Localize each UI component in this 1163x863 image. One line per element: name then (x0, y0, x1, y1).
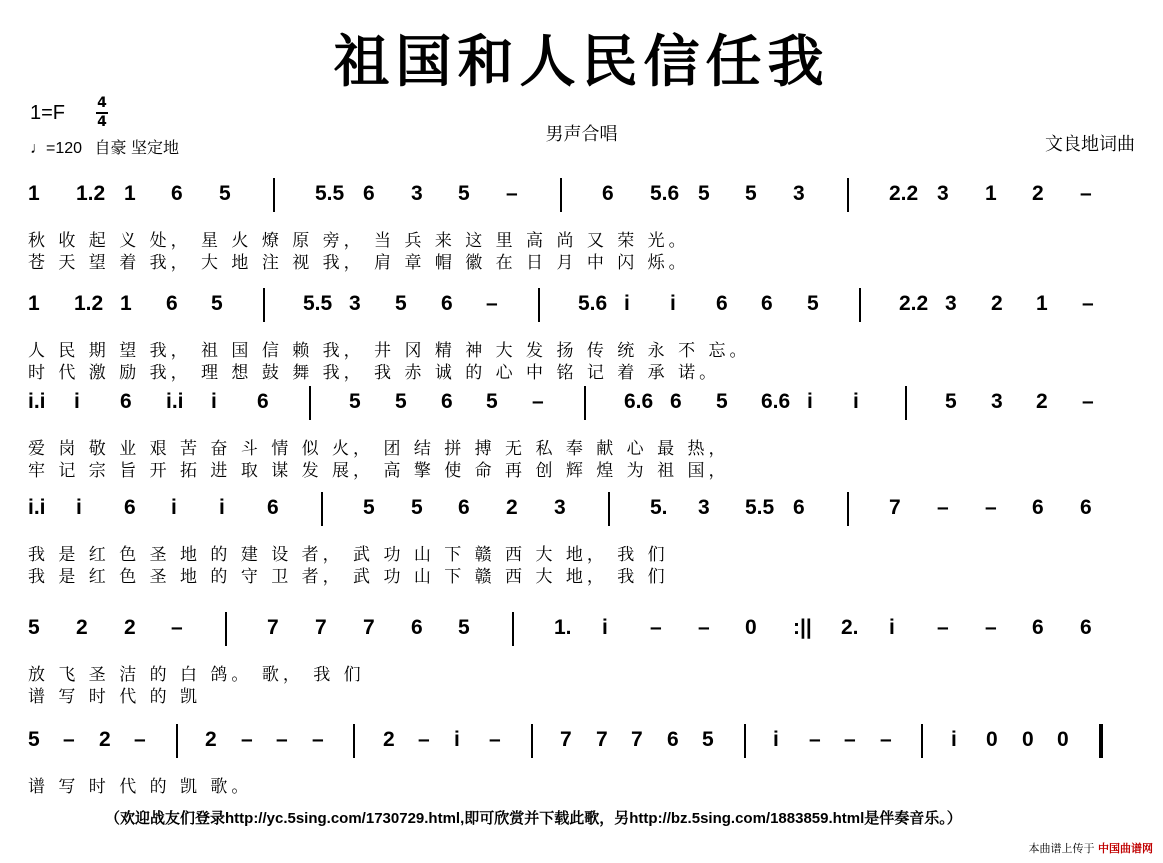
note: 6 (1080, 496, 1092, 519)
note: – (486, 292, 498, 315)
note: – (844, 728, 856, 751)
note: – (937, 616, 949, 639)
barline (176, 724, 178, 758)
notes-row (28, 384, 1138, 424)
note: – (489, 728, 501, 751)
download-notice: （欢迎战友们登录http://yc.5sing.com/1730729.html,即可欣赏并下载此歌，另http://bz.5sing.com/1883859.html是伴奏音乐。） (105, 810, 962, 827)
note: 1 (28, 182, 40, 205)
note: i.i (166, 390, 184, 413)
note: 7 (560, 728, 572, 751)
barline (905, 386, 907, 420)
time-bottom: 4 (97, 114, 107, 130)
barline (353, 724, 355, 758)
note: – (506, 182, 518, 205)
upload-credit (1029, 840, 1154, 856)
note: 5.6 (578, 292, 608, 315)
note: 7 (889, 496, 901, 519)
note: 5 (395, 390, 407, 413)
notes-row (28, 176, 1138, 216)
note: 6 (670, 390, 682, 413)
note: 6 (267, 496, 279, 519)
note: – (698, 616, 710, 639)
notes-row (28, 490, 1138, 530)
note: 1 (985, 182, 997, 205)
note: :|| (793, 616, 812, 639)
composer-credit: 文良地词曲 (1045, 134, 1135, 155)
note: 5 (458, 616, 470, 639)
barline (560, 178, 562, 212)
note: i (219, 496, 225, 519)
barline (1099, 724, 1103, 758)
note: 5 (698, 182, 710, 205)
note: 6 (363, 182, 375, 205)
note: i (670, 292, 676, 315)
lyric-line-1: 秋 收 起 义 处， 星 火 燎 原 旁， 当 兵 来 这 里 高 尚 又 荣 光。 (28, 231, 690, 251)
lyric-line-2: 谱 写 时 代 的 凯 (28, 687, 202, 707)
note: 3 (411, 182, 423, 205)
note: 0 (1022, 728, 1034, 751)
lyric-line-1: 我 是 红 色 圣 地 的 建 设 者， 武 功 山 下 赣 西 大 地， 我 们 (28, 545, 669, 565)
note: 5 (458, 182, 470, 205)
notes-row (28, 722, 1138, 762)
score-system (28, 286, 1138, 383)
note: 6 (1032, 496, 1044, 519)
note: 5 (945, 390, 957, 413)
note: 3 (793, 182, 805, 205)
note: 2 (991, 292, 1003, 315)
note: 7 (363, 616, 375, 639)
note: – (937, 496, 949, 519)
lyric-line-2: 时 代 激 励 我， 理 想 鼓 舞 我， 我 赤 诚 的 心 中 铭 记 着 承 诺。 (28, 363, 721, 383)
note: i (76, 496, 82, 519)
note: 1 (120, 292, 132, 315)
barline (584, 386, 586, 420)
note: 1.2 (74, 292, 104, 315)
note-icon: ♩ (30, 140, 46, 157)
barline (859, 288, 861, 322)
note: i (773, 728, 779, 751)
note: 2 (124, 616, 136, 639)
note: i (624, 292, 630, 315)
note: i (211, 390, 217, 413)
note: 3 (945, 292, 957, 315)
score-system (28, 176, 1138, 273)
lyric-line-1: 爱 岗 敬 业 艰 苦 奋 斗 情 似 火， 团 结 拼 搏 无 私 奉 献 心 最 热， (28, 439, 730, 459)
note: 1 (28, 292, 40, 315)
lyric-line-1: 人 民 期 望 我， 祖 国 信 赖 我， 井 冈 精 神 大 发 扬 传 统 永 不 忘。 (28, 341, 751, 361)
note: 5 (211, 292, 223, 315)
note: 6 (1032, 616, 1044, 639)
note: 6 (257, 390, 269, 413)
upload-label: 本曲谱上传于 (1028, 842, 1095, 855)
note: 5 (349, 390, 361, 413)
voice-type: 男声合唱 (545, 124, 618, 145)
note: 1.2 (76, 182, 106, 205)
note: 6.6 (761, 390, 791, 413)
song-title: 祖国和人民信任我 (333, 29, 830, 95)
note: 6 (171, 182, 183, 205)
note: 2 (1036, 390, 1048, 413)
note: 2. (841, 616, 859, 639)
note: 7 (631, 728, 643, 751)
note: – (312, 728, 324, 751)
note: 5 (716, 390, 728, 413)
note: 5 (363, 496, 375, 519)
note: i (853, 390, 859, 413)
note: i (454, 728, 460, 751)
note: 0 (745, 616, 757, 639)
note: – (809, 728, 821, 751)
note: 2 (1032, 182, 1044, 205)
note: – (241, 728, 253, 751)
note: i (171, 496, 177, 519)
note: 7 (315, 616, 327, 639)
note: i.i (28, 496, 46, 519)
barline (847, 492, 849, 526)
note: 5 (219, 182, 231, 205)
barline (921, 724, 923, 758)
note: 5 (411, 496, 423, 519)
note: 2.2 (899, 292, 929, 315)
score-system (28, 610, 1138, 707)
note: 5 (745, 182, 757, 205)
note: i (951, 728, 957, 751)
note: 6 (1080, 616, 1092, 639)
score-system (28, 384, 1138, 481)
note: – (985, 496, 997, 519)
note: – (171, 616, 183, 639)
score-system (28, 722, 1138, 814)
barline (744, 724, 746, 758)
note: 1 (1036, 292, 1048, 315)
note: 6 (166, 292, 178, 315)
note: 2 (99, 728, 111, 751)
note: 0 (1057, 728, 1069, 751)
note: 6 (602, 182, 614, 205)
note: 6 (793, 496, 805, 519)
note: 6 (441, 390, 453, 413)
notes-row (28, 286, 1138, 326)
note: – (1082, 292, 1094, 315)
site-logo: 中国曲谱网 (1098, 842, 1153, 855)
note: – (418, 728, 430, 751)
note: 3 (937, 182, 949, 205)
barline (531, 724, 533, 758)
note: i (602, 616, 608, 639)
note: i (889, 616, 895, 639)
key-signature: 1=F (30, 102, 66, 124)
note: 2.2 (889, 182, 919, 205)
expression-mark: 自豪 坚定地 (94, 140, 179, 157)
note: 6 (716, 292, 728, 315)
note: 2 (506, 496, 518, 519)
note: 6 (458, 496, 470, 519)
note: 6 (441, 292, 453, 315)
note: 2 (383, 728, 395, 751)
note: – (1080, 182, 1092, 205)
note: – (276, 728, 288, 751)
note: 5 (807, 292, 819, 315)
note: 3 (554, 496, 566, 519)
note: 3 (698, 496, 710, 519)
note: 5.5 (303, 292, 333, 315)
note: 6 (124, 496, 136, 519)
note: i (807, 390, 813, 413)
notes-row (28, 610, 1138, 650)
note: i (74, 390, 80, 413)
note: – (532, 390, 544, 413)
note: 5 (702, 728, 714, 751)
note: 7 (596, 728, 608, 751)
note: 5 (486, 390, 498, 413)
note: 2 (205, 728, 217, 751)
note: – (985, 616, 997, 639)
barline (263, 288, 265, 322)
note: 2 (76, 616, 88, 639)
time-top: 4 (97, 95, 107, 111)
score-system (28, 490, 1138, 587)
barline (273, 178, 275, 212)
note: 6.6 (624, 390, 654, 413)
lyric-line-2: 我 是 红 色 圣 地 的 守 卫 者， 武 功 山 下 赣 西 大 地， 我 们 (28, 567, 669, 587)
note: 5.5 (745, 496, 775, 519)
note: – (650, 616, 662, 639)
lyric-line-1: 放 飞 圣 洁 的 白 鸽。 歌， 我 们 (28, 665, 365, 685)
note: 5 (28, 616, 40, 639)
note: 3 (349, 292, 361, 315)
barline (321, 492, 323, 526)
barline (847, 178, 849, 212)
note: 3 (991, 390, 1003, 413)
note: 6 (120, 390, 132, 413)
lyric-line-2: 牢 记 宗 旨 开 拓 进 取 谋 发 展， 高 擎 使 命 再 创 辉 煌 为 祖 国， (28, 461, 730, 481)
lyric-line-1: 谱 写 时 代 的 凯 歌。 (28, 777, 253, 797)
note: 7 (267, 616, 279, 639)
note: 1 (124, 182, 136, 205)
note: 0 (986, 728, 998, 751)
tempo-value: =120 (46, 140, 83, 157)
note: 6 (761, 292, 773, 315)
note: 6 (411, 616, 423, 639)
note: 5.5 (315, 182, 345, 205)
barline (538, 288, 540, 322)
note: 5 (395, 292, 407, 315)
note: – (880, 728, 892, 751)
barline (608, 492, 610, 526)
note: 5. (650, 496, 668, 519)
note: 1. (554, 616, 572, 639)
note: 6 (667, 728, 679, 751)
note: 5.6 (650, 182, 680, 205)
barline (512, 612, 514, 646)
note: – (63, 728, 75, 751)
barline (225, 612, 227, 646)
lyric-line-2: 苍 天 望 着 我， 大 地 注 视 我， 肩 章 帽 徽 在 日 月 中 闪 烁。 (28, 253, 690, 273)
note: – (1082, 390, 1094, 413)
note: i.i (28, 390, 46, 413)
note: 5 (28, 728, 40, 751)
barline (309, 386, 311, 420)
note: – (134, 728, 146, 751)
